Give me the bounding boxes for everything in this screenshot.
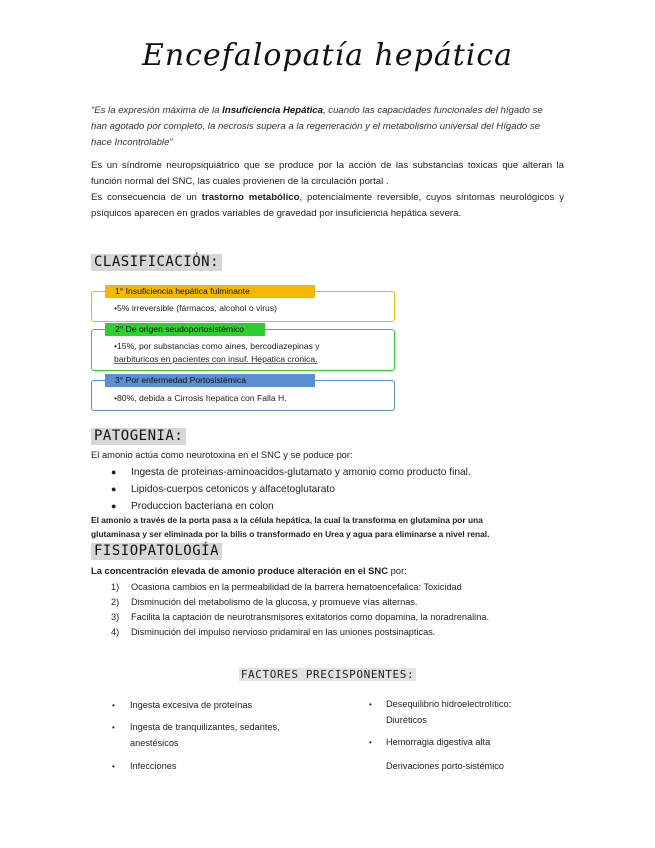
patogenia-bullet-2 xyxy=(111,481,335,498)
factor-left-2: Ingesta de tranquilizantes, sedantes, xyxy=(130,722,280,732)
fisiopatologia-item-2 xyxy=(111,595,417,610)
bullet-icon: • xyxy=(112,723,115,732)
patogenia-bullet-1 xyxy=(111,464,471,481)
factor-right-2: Diuréticos xyxy=(386,715,427,725)
factores-heading xyxy=(0,668,655,681)
fisiopatologia-intro-bold: La concentración elevada de amonio produce alteración en el SNC xyxy=(91,565,388,576)
clasificacion-text-2 xyxy=(114,340,384,366)
factor-right-1: Desequilibrio hidroelectrolítico: xyxy=(386,699,512,709)
item-number: 1) xyxy=(111,582,120,592)
patogenia-bullet-1-text: Ingesta de proteinas-aminoacidos-glutamato y amonio como producto final. xyxy=(131,467,471,478)
fisiopatologia-heading: FISIOPATOLOGÍA xyxy=(91,543,222,560)
clasificacion-label-2: 2° De origen seudoportosistémico xyxy=(105,323,265,336)
clasificacion-text-2-line-1: •15%, por substancias como aines, bercodiazepinas y xyxy=(114,341,320,351)
clasificacion-text-3: •80%, debida a Cirrosis hepatica con Falla H. xyxy=(114,393,287,403)
fisiopatologia-item-4 xyxy=(111,625,435,640)
factor-left-4: Infecciones xyxy=(130,761,177,771)
fisiopatologia-item-1 xyxy=(111,580,462,595)
bullet-icon: ● xyxy=(111,501,117,511)
quote-bold: Insuficiencia Hepática xyxy=(222,105,323,116)
patogenia-bold-line-2: glutaminasa y ser eliminada por la bilis o transformado en Urea y agua para eliminarse a nivel renal. xyxy=(91,529,490,539)
factor-left-3: anestésicos xyxy=(130,738,179,748)
bullet-icon: • xyxy=(112,701,115,710)
item-text: Ocasiona cambios en la permeabilidad de la barrera hematoencefalica: Toxicidad xyxy=(131,582,462,592)
bullet-icon: • xyxy=(369,738,372,747)
intro-p2-end: , potencialmente reversible, cuyos síntomas neurológicos y psíquicos aparecen en grados variables de gravedad por insuficiencia hepática severa. xyxy=(91,192,564,219)
patogenia-heading: PATOGENIA: xyxy=(91,428,186,445)
intro-paragraph-2 xyxy=(91,190,564,222)
factores-heading-text: FACTORES PRECISPONENTES: xyxy=(240,668,415,681)
patogenia-bold-line-1: El amonio a través de la porta pasa a la célula hepática, la cual la transforma en glutamina por una xyxy=(91,515,483,525)
bullet-icon: ● xyxy=(111,467,117,477)
item-text: Facilita la captación de neurotransmisores exitatorios como dopamina, la noradrenalina. xyxy=(131,612,489,622)
fisiopatologia-intro-rest: por: xyxy=(387,565,407,576)
patogenia-bullet-3-text: Produccion bacteriana en colon xyxy=(131,501,274,512)
clasificacion-text-1: •5% irreversible (fármacos, alcohol o virus) xyxy=(114,303,278,313)
clasificacion-label-3: 3° Por enfermedad Portosistémica xyxy=(105,374,315,387)
page-title: Encefalopatía hepática xyxy=(141,38,514,73)
patogenia-bullet-2-text: Lipidos-cuerpos cetonicos y alfacetoglutarato xyxy=(131,484,335,495)
patogenia-intro: El amonio actúa como neurotoxina en el SNC y se poduce por: xyxy=(91,449,353,460)
item-number: 4) xyxy=(111,627,120,637)
intro-p2-bold: trastorno metabólico xyxy=(201,192,300,203)
intro-paragraph-1: Es un síndrome neuropsiquiátrico que se produce por la acción de las substancias toxicas que alteran la función normal del SNC, las cuales provienen de la circulación portal . xyxy=(91,160,564,187)
bullet-icon: • xyxy=(369,700,372,709)
fisiopatologia-intro xyxy=(91,563,407,579)
intro-p2-start: Es consecuencia de un xyxy=(91,192,202,203)
factor-right-4: Derivaciones porto-sistémico xyxy=(386,761,504,771)
fisiopatologia-item-3 xyxy=(111,610,489,625)
definition-quote xyxy=(91,103,561,151)
clasificacion-label-1: 1° Insuficiencia hepática fulminante xyxy=(105,285,315,298)
clasificacion-text-2-line-2: barbituricos en pacientes con insuf. Hepatica cronica. xyxy=(114,354,318,364)
clasificacion-heading: CLASIFICACIÓN: xyxy=(91,254,222,271)
bullet-icon: ● xyxy=(111,484,117,494)
quote-text-start: “Es la expresión máxima de la xyxy=(91,105,223,116)
item-text: Disminución del impulso nervioso pridamiral en las uniones postsinapticas. xyxy=(131,627,436,637)
item-text: Disminución del metabolismo de la glucosa, y promueve vías alternas. xyxy=(131,597,418,607)
factor-left-1: Ingesta excesiva de proteínas xyxy=(130,700,253,710)
bullet-icon: • xyxy=(112,762,115,771)
intro-paragraphs xyxy=(91,158,564,222)
item-number: 2) xyxy=(111,597,120,607)
quote-text-end: , cuando las capacidades funcionales del hígado se han agotado por completo, la necrosis supera a la regeneración y el metabolismo universal del Hígado se hace Incontrolable” xyxy=(91,105,543,148)
item-number: 3) xyxy=(111,612,120,622)
factor-right-3: Hemorragia digestiva alta xyxy=(386,737,491,747)
